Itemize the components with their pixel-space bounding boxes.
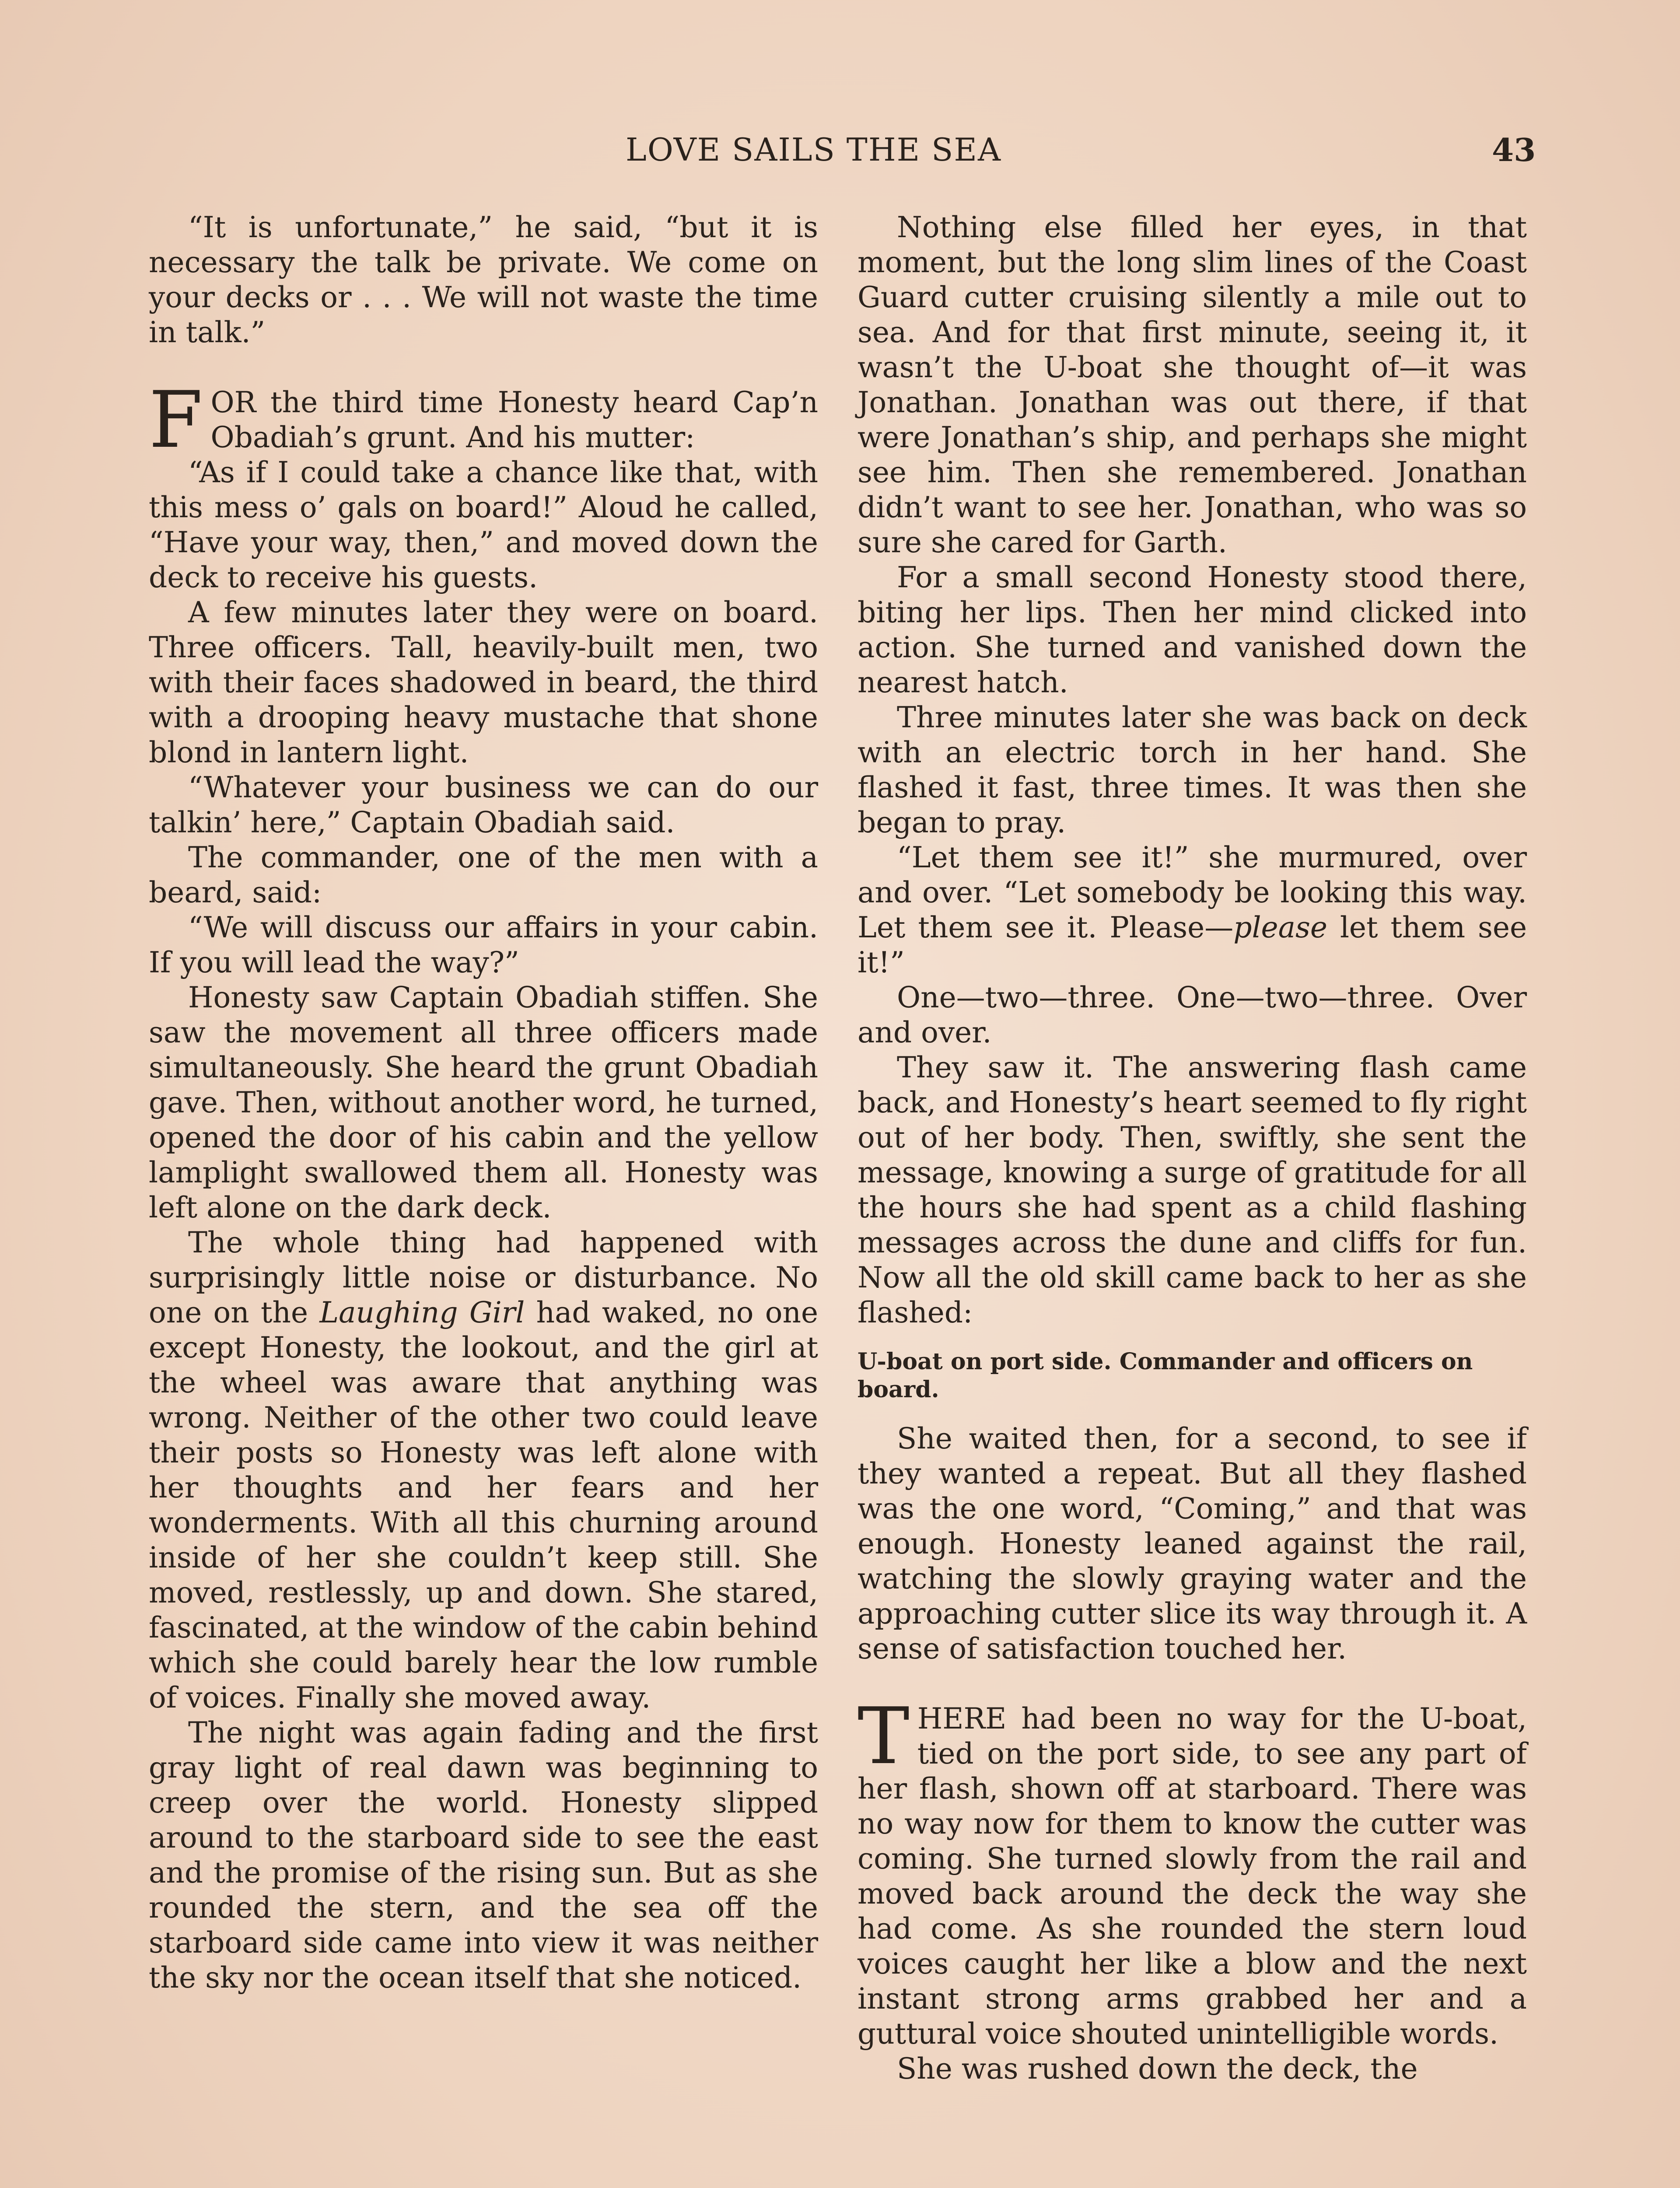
paragraph: A few minutes later they were on board. Three officers. Tall, heavily-built men, two with their faces shadowed in beard, the third with a drooping heavy mustache that shone blond in lantern light. [149, 596, 818, 769]
paragraph: Three minutes later she was back on deck with an electric torch in her hand. She flashed it fast, three times. It was then she began to pray. [858, 701, 1527, 839]
paragraph: “We will discuss our affairs in your cabin. If you will lead the way?” [149, 911, 818, 979]
drop-cap: F [149, 375, 203, 465]
paragraph: For a small second Honesty stood there, biting her lips. Then her mind clicked into action. She turned and vanished down the nearest hatch. [858, 561, 1527, 699]
paragraph-text: OR the third time Honesty heard Cap’n Obadiah’s grunt. And his mutter: [210, 386, 818, 454]
paragraph: They saw it. The answering flash came back, and Honesty’s heart seemed to fly right out of her body. Then, swiftly, she sent the message, knowing a surge of gratitude for all the hours she had spent as a child flashing messages across the dune and cliffs for fun. Now all the old skill came back to her as she flashed: [858, 1051, 1527, 1329]
emphasis: please [1233, 911, 1327, 944]
paragraph-text: The whole thing had happened with surprisingly little noise or disturbance. No one on the [149, 1226, 818, 1329]
paragraph: One—two—three. One—two—three. Over and over. [858, 981, 1527, 1049]
drop-cap: T [858, 1691, 910, 1781]
paragraph: “Whatever your business we can do our talkin’ here,” Captain Obadiah said. [149, 771, 818, 839]
paragraph: The commander, one of the men with a beard, said: [149, 841, 818, 909]
paragraph [858, 840, 1527, 980]
paragraph: “As if I could take a chance like that, with this mess o’ gals on board!” Aloud he called, “Have your way, then,” and moved down the deck to receive his guests. [149, 456, 818, 594]
paragraph: She waited then, for a second, to see if they wanted a repeat. But all they flashed was the one word, “Coming,” and that was enough. Honesty leaned against the rail, watching the slowly graying water and the approaching cutter slice its way through it. A sense of satisfaction touched her. [858, 1422, 1527, 1666]
right-column [858, 210, 1527, 2086]
paragraph: “It is unfortunate,” he said, “but it is necessary the talk be private. We come on your decks or . . . We will not waste the time in talk.” [149, 210, 818, 349]
paragraph-text: had waked, no one except Honesty, the lookout, and the girl at the wheel was aware that anything was wrong. Neither of the other two could leave their posts so Honesty was left alone with her thoughts and her fears and her wonderments. With all this churning around inside of her she couldn’t keep still. She moved, restlessly, up and down. She stared, fascinated, at the window of the cabin behind which she could barely hear the low rumble of voices. Finally she moved away. [149, 1296, 819, 1715]
paragraph: She was rushed down the deck, the [897, 2052, 1418, 2086]
left-column [149, 210, 818, 1995]
section-start-paragraph [858, 1691, 1527, 2051]
flash-message: U-boat on port side. Commander and officers on board. [858, 1348, 1473, 1403]
paragraph [149, 1225, 818, 1715]
paragraph-text: “Let them see it!” she murmured, over and over. “Let somebody be looking this way. Let them see it. Please— [858, 841, 1527, 944]
paragraph-text: let them see it!” [858, 911, 1527, 979]
ship-name: Laughing Girl [319, 1296, 525, 1329]
paragraph: Nothing else filled her eyes, in that moment, but the long slim lines of the Coast Guard cutter cruising silently a mile out to sea. And for that first minute, seeing it, it wasn’t the U-boat she thought of—it was Jonathan. Jonathan was out there, if that were Jonathan’s ship, and perhaps she might see him. Then she remembered. Jonathan didn’t want to see her. Jonathan, who was so sure she cared for Garth. [858, 210, 1527, 559]
running-head: LOVE SAILS THE SEA [626, 131, 1001, 168]
paragraph-text: HERE had been no way for the U-boat, tied on the port side, to see any part of her flash, shown off at starboard. There was no way now for them to know the cutter was coming. She turned slowly from the rail and moved back around the deck the way she had come. As she rounded the stern loud voices caught her like a blow and the next instant strong arms grabbed her and a guttural voice shouted unintelligible words. [858, 1702, 1527, 2051]
paragraph: The night was again fading and the first gray light of real dawn was beginning to creep over the world. Honesty slipped around to the starboard side to see the east and the promise of the rising sun. But as she rounded the stern, and the sea off the starboard side came into view it was neither the sky nor the ocean itself that she noticed. [149, 1716, 818, 1995]
page-number: 43 [1492, 131, 1536, 168]
section-start-paragraph [149, 375, 818, 465]
paragraph: Honesty saw Captain Obadiah stiffen. She saw the movement all three officers made simultaneously. She heard the grunt Obadiah gave. Then, without another word, he turned, opened the door of his cabin and the yellow lamplight swallowed them all. Honesty was left alone on the dark deck. [149, 981, 818, 1224]
